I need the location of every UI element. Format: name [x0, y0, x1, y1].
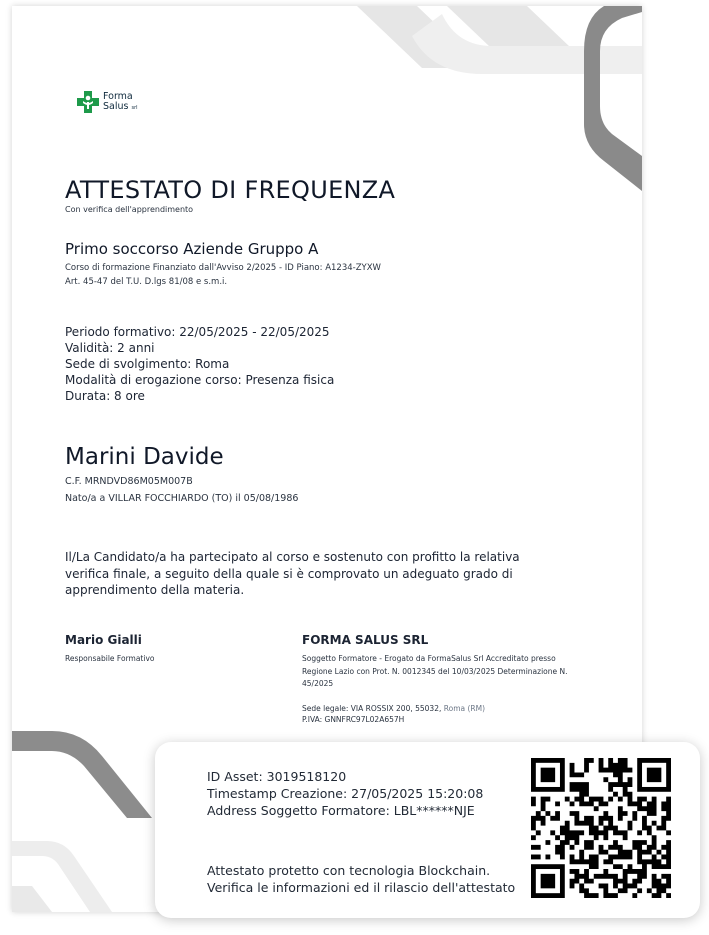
company-name: FORMA SALUS SRL: [302, 633, 429, 647]
blockchain-note: [207, 862, 515, 896]
company-logo: [76, 90, 138, 114]
company-address: Sede legale: VIA ROSSIX 200, 55032, Roma (RM): [302, 704, 486, 713]
company-address-block: [302, 703, 485, 725]
document-subtitle: Con verifica dell'apprendimento: [65, 205, 194, 214]
logo-line-1: Forma: [103, 90, 133, 102]
logo-line-2: Salus srl: [103, 100, 138, 112]
detail-validity: Validità: 2 anni: [65, 341, 155, 355]
detail-location: Sede di svolgimento: Roma: [65, 357, 230, 371]
company-description: Soggetto Formatore - Erogato da FormaSalus Srl Accreditato presso Regione Lazio con Prot. N. 0012345 del 10/03/2025 Determinazione N. 45/2025: [302, 654, 568, 688]
candidate-birth-info: Nato/a a VILLAR FOCCHIARDO (TO) il 05/08/1986: [65, 493, 299, 504]
logo-wordmark: [103, 92, 138, 113]
blockchain-note-line-2: Verifica le informazioni ed il rilascio dell'attestato: [207, 880, 516, 895]
course-law-line: Art. 45-47 del T.U. D.lgs 81/08 e s.m.i.: [65, 277, 228, 287]
medical-cross-logo-icon: [76, 90, 100, 114]
qr-code-icon[interactable]: [531, 758, 671, 898]
blockchain-card: [155, 742, 700, 918]
detail-period: Periodo formativo: 22/05/2025 - 22/05/2025: [65, 325, 330, 339]
certification-statement: Il/La Candidato/a ha partecipato al corso e sostenuto con profitto la relativa verifica finale, a seguito della quale si è comprovato un adeguato grado di apprendimento della materia.: [65, 550, 520, 597]
detail-duration: Durata: 8 ore: [65, 389, 145, 403]
blockchain-note-line-1: Attestato protetto con tecnologia Blockchain.: [207, 863, 491, 878]
course-title: Primo soccorso Aziende Gruppo A: [65, 240, 319, 258]
course-details-list: [65, 324, 334, 404]
course-funding-line: Corso di formazione Finanziato dall'Avviso 2/2025 - ID Piano: A1234-ZYXW: [65, 263, 381, 273]
document-title: ATTESTATO DI FREQUENZA: [65, 176, 396, 204]
blockchain-meta: [207, 768, 483, 819]
signatory-name: Mario Gialli: [65, 633, 142, 647]
candidate-name: Marini Davide: [65, 444, 224, 470]
signatory-role: Responsabile Formativo: [65, 654, 155, 663]
asset-id: ID Asset: 3019518120: [207, 769, 347, 784]
creation-timestamp: Timestamp Creazione: 27/05/2025 15:20:08: [207, 786, 484, 801]
detail-delivery-mode: Modalità di erogazione corso: Presenza fisica: [65, 373, 335, 387]
candidate-tax-code: C.F. MRNDVD86M05M007B: [65, 476, 193, 487]
trainer-address: Address Soggetto Formatore: LBL******NJE: [207, 803, 475, 818]
company-vat: P.IVA: GNNFRC97L02A657H: [302, 715, 405, 724]
